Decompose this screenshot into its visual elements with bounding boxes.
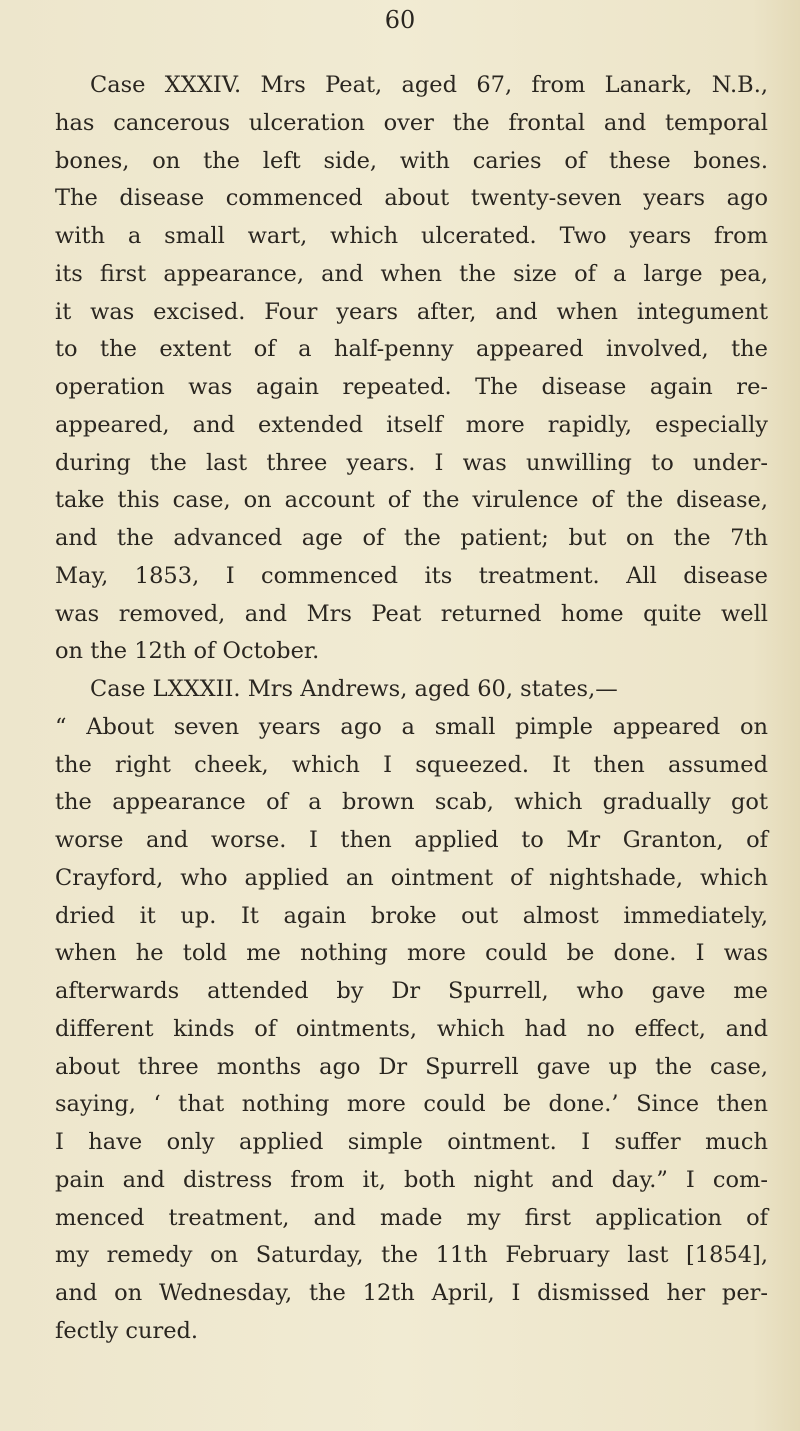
text-line: has cancerous ulceration over the frontal and temporal	[55, 109, 768, 136]
text-line: was removed, and Mrs Peat returned home quite well	[55, 600, 768, 627]
text-line: fectly cured.	[55, 1317, 199, 1344]
text-line: menced treatment, and made my first application of	[55, 1204, 768, 1231]
text-line: with a small wart, which ulcerated. Two years from	[55, 223, 768, 249]
text-line: appeared, and extended itself more rapidly, especially	[55, 411, 768, 438]
text-line: operation was again repeated. The disease again re-	[55, 374, 768, 400]
text-line: I have only applied simple ointment. I suffer much	[55, 1129, 768, 1155]
text-line: bones, on the left side, with caries of these bones.	[55, 147, 768, 174]
text-line: when he told me nothing more could be done. I was	[55, 940, 768, 967]
text-line: it was excised. Four years after, and when integument	[55, 298, 768, 325]
body-text	[55, 67, 768, 1351]
text-line: dried it up. It again broke out almost immediately,	[55, 902, 768, 929]
text-line: Case XXXIV. Mrs Peat, aged 67, from Lanark, N.B.,	[90, 72, 768, 98]
text-line: and on Wednesday, the 12th April, I dismissed her per-	[55, 1280, 768, 1306]
text-line: pain and distress from it, both night and day.” I com-	[55, 1166, 768, 1193]
paragraph-case-xxxiv	[55, 67, 768, 671]
text-line: its first appearance, and when the size of a large pea,	[55, 260, 768, 287]
text-line: about three months ago Dr Spurrell gave up the case,	[55, 1053, 768, 1080]
text-line: May, 1853, I commenced its treatment. All disease	[55, 562, 768, 589]
text-line: afterwards attended by Dr Spurrell, who gave me	[55, 978, 768, 1004]
paragraph-case-lxxxii	[55, 671, 768, 1351]
text-line: worse and worse. I then applied to Mr Granton, of	[55, 827, 768, 853]
text-line: different kinds of ointments, which had no effect, and	[55, 1015, 768, 1042]
text-line: and the advanced age of the patient; but on the 7th	[55, 525, 768, 551]
text-line: The disease commenced about twenty-seven years ago	[55, 185, 768, 212]
text-line: the right cheek, which I squeezed. It then assumed	[55, 751, 768, 778]
text-line: to the extent of a half-penny appeared involved, the	[55, 336, 768, 363]
text-line: saying, ‘ that nothing more could be done.’ Since then	[55, 1091, 768, 1118]
text-line: “ About seven years ago a small pimple appeared on	[55, 713, 768, 740]
text-line: the appearance of a brown scab, which gradually got	[55, 789, 768, 816]
text-line: take this case, on account of the virulence of the disease,	[55, 487, 768, 514]
text-line: my remedy on Saturday, the 11th February last [1854],	[55, 1242, 768, 1269]
text-line: on the 12th of October.	[55, 638, 320, 665]
text-line: Crayford, who applied an ointment of nightshade, which	[55, 864, 768, 891]
text-line: during the last three years. I was unwilling to under-	[55, 449, 768, 476]
page-number: 60	[384, 6, 416, 34]
text-line: Case LXXXII. Mrs Andrews, aged 60, states,—	[90, 676, 618, 702]
